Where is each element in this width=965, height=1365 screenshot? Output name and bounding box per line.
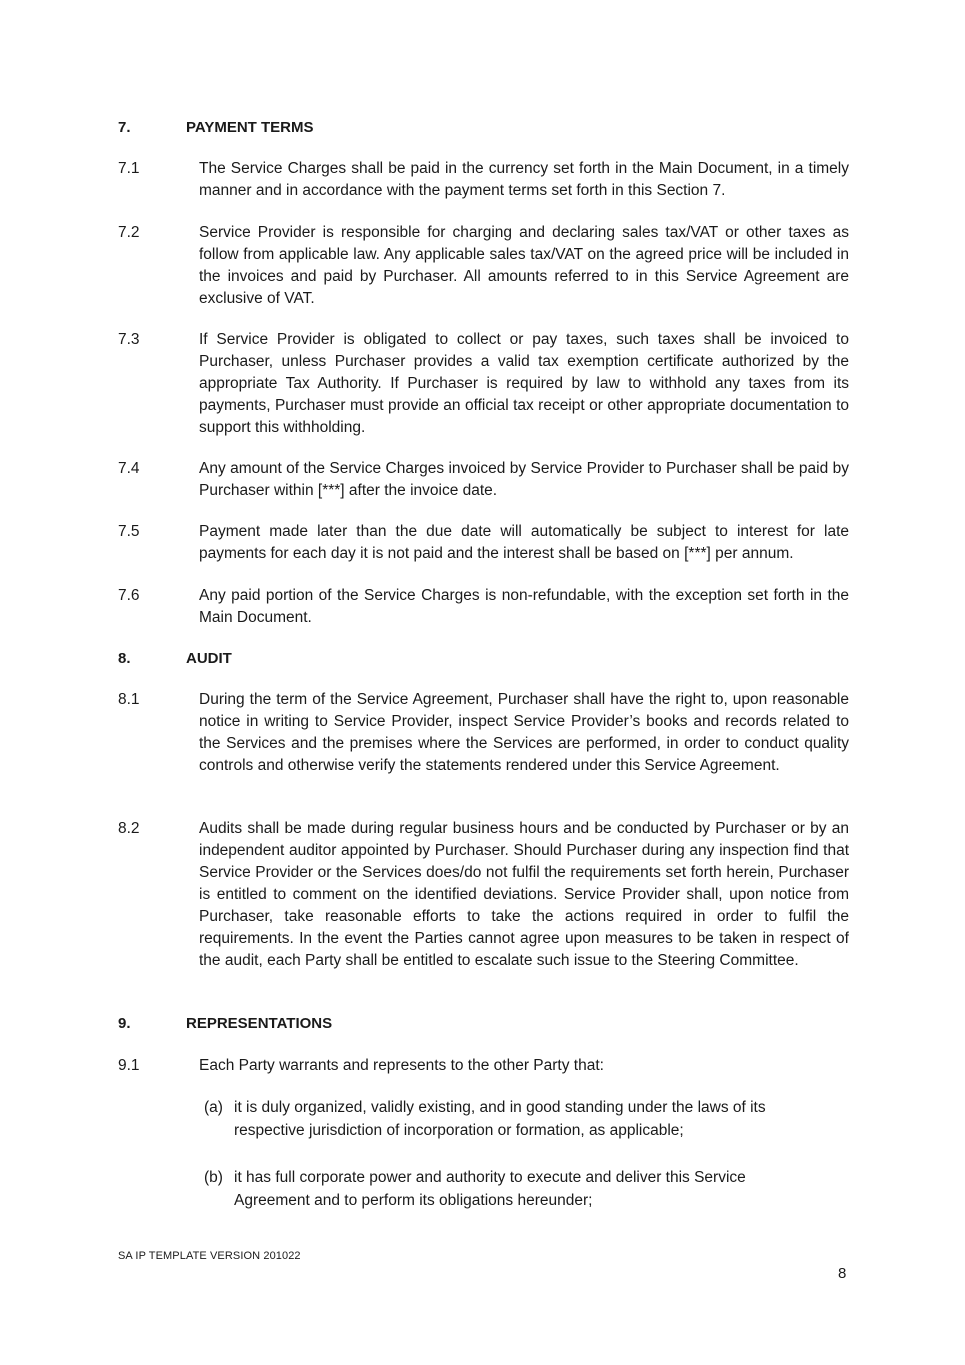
clause-text: Each Party warrants and represents to the other Party that: bbox=[199, 1057, 604, 1074]
clause-7-3 bbox=[118, 329, 849, 439]
clause-number: 7.6 bbox=[118, 587, 140, 604]
clause-text: Audits shall be made during regular business hours and be conducted by Purchaser or by an independent auditor appointed by Purchaser. Should Purchaser during any inspection find that Service Provider or the Services does/do not fulfil the requirements set forth herein, Purchaser is entitled to comment on the identified deviations. Service Provider shall, upon notice from Purchaser, take reasonable efforts to take the actions required in order to fulfil the requirements. In the event the Parties cannot agree upon measures to be taken in respect of the audit, each Party shall be entitled to escalate such issue to the Steering Committee. bbox=[199, 820, 849, 969]
clause-number: 7.4 bbox=[118, 460, 140, 477]
clause-text: The Service Charges shall be paid in the currency set forth in the Main Document, in a timely manner and in accordance with the payment terms set forth in this Section 7. bbox=[199, 160, 849, 199]
subclause-label: (a) bbox=[204, 1099, 223, 1116]
clause-text: If Service Provider is obligated to collect or pay taxes, such taxes shall be invoiced to Purchaser, unless Purchaser provides a valid tax exemption certificate authorized by the appropriate Tax Authority. If Purchaser is required by law to withhold any taxes from its payments, Purchaser must provide an official tax receipt or other appropriate documentation to support this withholding. bbox=[199, 331, 849, 436]
section-number: 7. bbox=[118, 119, 131, 136]
clause-text: Any amount of the Service Charges invoiced by Service Provider to Purchaser shall be paid by Purchaser within [***] after the invoice date. bbox=[199, 460, 849, 499]
subclause-text: it has full corporate power and authority to execute and deliver this Service Agreement and to perform its obligations hereunder; bbox=[234, 1169, 746, 1209]
clause-8-2 bbox=[118, 818, 849, 972]
section-number: 8. bbox=[118, 650, 131, 667]
clause-7-2 bbox=[118, 222, 849, 310]
section-title: PAYMENT TERMS bbox=[186, 119, 314, 136]
clause-7-1 bbox=[118, 158, 849, 202]
clause-number: 7.1 bbox=[118, 160, 140, 177]
clause-number: 7.3 bbox=[118, 331, 140, 348]
subclause-text: it is duly organized, validly existing, and in good standing under the laws of its respective jurisdiction of incorporation or formation, as applicable; bbox=[234, 1099, 766, 1139]
clause-7-4 bbox=[118, 458, 849, 502]
clause-number: 7.5 bbox=[118, 523, 140, 540]
clause-number: 8.2 bbox=[118, 820, 140, 837]
clause-text: Payment made later than the due date will automatically be subject to interest for late payments for each day it is not paid and the interest shall be based on [***] per annum. bbox=[199, 523, 849, 562]
section-title: REPRESENTATIONS bbox=[186, 1015, 333, 1032]
clause-8-1 bbox=[118, 689, 849, 777]
page-number: 8 bbox=[838, 1265, 847, 1282]
clause-7-6 bbox=[118, 585, 849, 629]
clause-9-1 bbox=[118, 1055, 849, 1077]
clause-number: 8.1 bbox=[118, 691, 140, 708]
clause-7-5 bbox=[118, 521, 849, 565]
section-heading-8 bbox=[118, 650, 232, 667]
section-number: 9. bbox=[118, 1015, 131, 1032]
clause-number: 9.1 bbox=[118, 1057, 140, 1074]
clause-text: During the term of the Service Agreement, Purchaser shall have the right to, upon reasonable notice in writing to Service Provider, inspect Service Provider’s books and records related to the Services and the premises where the Services are performed, in order to conduct quality controls and otherwise verify the statements rendered under this Service Agreement. bbox=[199, 691, 849, 774]
subclause-b bbox=[204, 1166, 824, 1212]
clause-text: Any paid portion of the Service Charges is non-refundable, with the exception set forth in the Main Document. bbox=[199, 587, 849, 626]
subclause-a bbox=[204, 1096, 824, 1142]
subclause-label: (b) bbox=[204, 1169, 223, 1186]
section-title: AUDIT bbox=[186, 650, 232, 667]
footer-template-version: SA IP TEMPLATE VERSION 201022 bbox=[118, 1250, 301, 1262]
section-heading-7 bbox=[118, 119, 314, 136]
section-heading-9 bbox=[118, 1015, 332, 1032]
clause-text: Service Provider is responsible for charging and declaring sales tax/VAT or other taxes as follow from applicable law. Any applicable sales tax/VAT on the agreed price will be included in the invoices and paid by Purchaser. All amounts referred to in this Service Agreement are exclusive of VAT. bbox=[199, 224, 849, 307]
clause-number: 7.2 bbox=[118, 224, 140, 241]
